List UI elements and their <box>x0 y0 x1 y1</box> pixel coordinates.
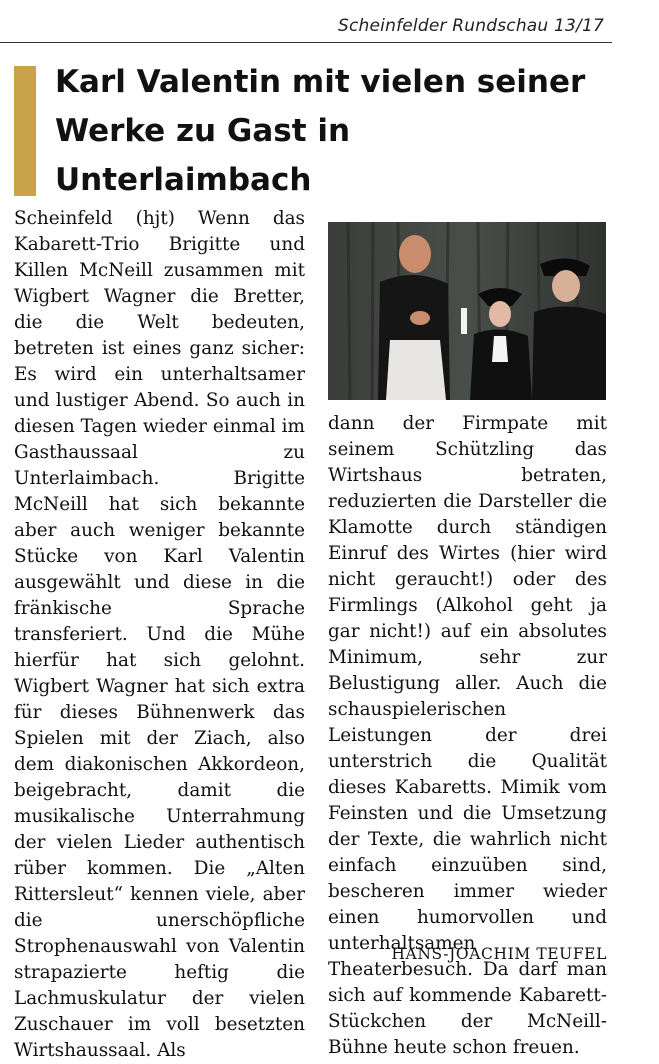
author-byline: HANS-JOACHIM TEUFEL <box>391 945 607 963</box>
article-title: Karl Valentin mit vielen seiner Werke zu Gast in Unterlaimbach <box>55 64 586 198</box>
article-photo <box>328 222 606 400</box>
article-column-2: dann der Firmpate mit seinem Schützling das Wirtshaus betraten, reduzierten die Darsteller die Klamotte durch ständigen Einruf des Wirtes (hier wird nicht geraucht!) oder des Firmlings (Alkohol geht ja gar nicht!) auf ein absolutes Minimum, sehr zur Belustigung aller. Auch die schauspielerischen Leistungen der drei unterstrich die Qualität dieses Kabaretts. Mimik vom Feinsten und die Umsetzung der Texte, die wahrlich nicht einfach einzuüben sind, bescheren immer wieder einen humorvollen und unterhaltsamen Theaterbesuch. Da darf man sich auf kommende Kabarett-Stückchen der McNeill-Bühne heute schon freuen. <box>328 413 607 1058</box>
article-column-1: Scheinfeld (hjt) Wenn das Kabarett-Trio Brigitte und Killen McNeill zusammen mit Wigbert Wagner die Bretter, die die Welt bedeuten, betreten ist eines ganz sicher: Es wird ein unterhaltsamer und lustiger Abend. So auch in diesen Tagen wieder einmal im Gasthaussaal zu Unterlaimbach. Brigitte McNeill hat sich bekannte aber auch weniger bekannte Stücke von Karl Valentin ausgewählt und diese in die fränkische Sprache transferiert. Und die Mühe hierfür hat sich gelohnt. Wigbert Wagner hat sich extra für dieses Bühnenwerk das Spielen mit der Ziach, also dem diakonischen Akkordeon, beigebracht, damit die musikalische Unterrahmung der vielen Lieder authentisch rüber kommen. Die „Alten Rittersleut“ kennen viele, aber die unerschöpfliche Strophenauswahl von Valentin strapazierte heftig die Lachmuskulatur der vielen Zuschauer im voll besetzten Wirtshaussaal. Als <box>14 208 305 1061</box>
title-accent-bar <box>14 66 36 196</box>
stage-photo-illustration <box>328 222 606 400</box>
header-rule <box>0 42 612 43</box>
publication-line: Scheinfelder Rundschau 13/17 <box>338 16 604 36</box>
page-header <box>0 0 659 44</box>
